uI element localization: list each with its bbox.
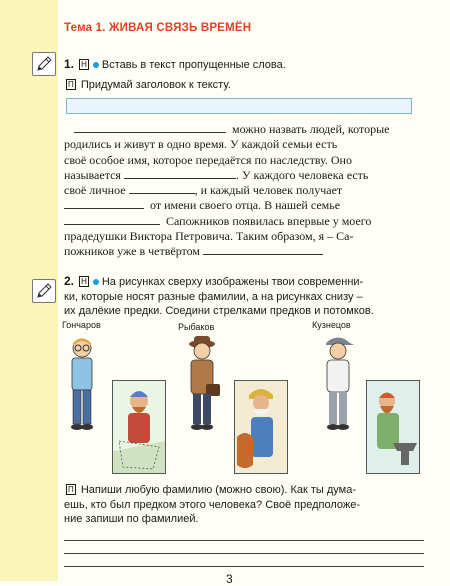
paragraph-line: своё личное [64,183,126,198]
task1-subinstruction [64,78,231,92]
paragraph-line: прадедушки Виктора Петровича. Таким образом, я – Са- [64,229,354,244]
paragraph-line: Сапожников появилась впервые у моего [166,213,372,228]
answer-line[interactable] [64,553,424,554]
boy-with-cap-figure[interactable] [318,334,358,432]
paragraph-line: , и каждый человек получает [194,183,343,198]
task1-instruction [64,57,286,72]
paragraph-line: можно назвать людей, которые [232,122,390,136]
level-label-n: Н [81,277,87,286]
paragraph-line: родились и живут в одно время. У каждой семьи есть [64,137,338,152]
blacksmith-ancestor-picture[interactable] [366,380,420,474]
blank-field[interactable] [64,214,160,225]
task3-line: ешь, кто был предком этого человека? Своё предположе- [64,498,361,511]
topic-heading: Тема 1. ЖИВАЯ СВЯЗЬ ВРЕМЁН [64,22,252,34]
page-number: 3 [226,572,233,586]
potter-ancestor-picture[interactable] [234,380,288,474]
blank-field[interactable] [74,122,226,133]
level-label-p: П [68,80,74,89]
task1-subinstruction-text: Придумай заголовок к тексту. [80,79,231,91]
paragraph-line: . У каждого человека есть [235,167,369,182]
boy-with-glasses-figure[interactable] [62,336,102,432]
task1-number: 1. [64,57,75,71]
name-goncharov: Гончаров [62,320,101,330]
task3-line: ние запиши по фамилией. [64,513,199,525]
boy-with-hat-figure[interactable] [180,336,224,432]
pencil-icon [32,52,56,76]
blank-field[interactable] [64,198,144,209]
task3-instruction [64,483,424,527]
pencil-icon [32,279,56,303]
blank-field[interactable] [203,244,323,255]
task3-line: Напиши любую фамилию (можно свою). Как ты дума- [80,484,357,496]
name-rybakov: Рыбаков [178,322,215,332]
paragraph-line: пожников уже в четвёртом [64,244,201,259]
bullet-icon [93,62,99,68]
paragraph-line: называется [64,167,121,182]
paragraph-line: своё особое имя, которое передаётся по наследству. Оно [64,152,352,167]
bullet-icon [93,279,99,285]
task2-instruction [64,274,424,319]
blank-field[interactable] [124,168,236,179]
blank-field[interactable] [129,183,195,194]
task2-line: их далёкие предки. Соедини стрелками предков и потомков. [64,305,374,317]
fill-in-paragraph [64,122,424,260]
fisherman-ancestor-picture[interactable] [112,380,166,474]
task2-line: ки, которые носят разные фамилии, а на рисунках снизу – [64,290,363,303]
level-label-n: Н [81,60,87,69]
task2-number: 2. [64,274,75,288]
paragraph-line: от имени своего отца. В нашей семье [150,198,341,213]
task2-line: На рисунках сверху изображены твои современни- [101,276,364,288]
level-label-p: П [68,485,74,494]
task1-instruction-text: Вставь в текст пропущенные слова. [101,59,286,71]
name-kuznetsov: Кузнецов [312,320,351,330]
text-title-input[interactable] [66,98,412,114]
answer-line[interactable] [64,540,424,541]
answer-line[interactable] [64,566,424,567]
